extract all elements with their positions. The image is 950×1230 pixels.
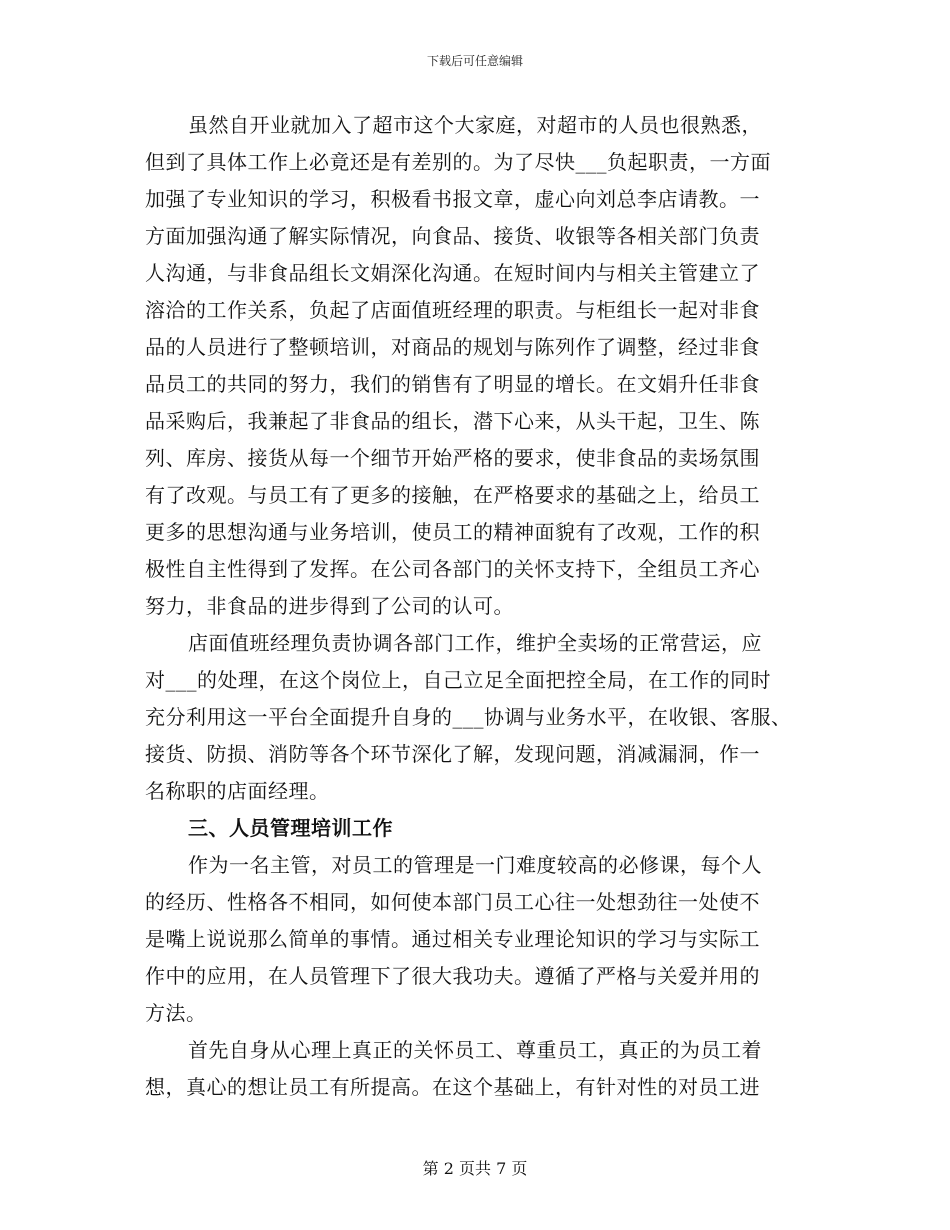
paragraph-line: 想，真心的想让员工有所提高。在这个基础上，有针对性的对员工进	[145, 1075, 760, 1099]
page-footer: 第 2 页共 7 页	[422, 1159, 528, 1178]
section-heading: 三、人员管理培训工作	[188, 816, 393, 840]
paragraph-line: 努力，非食品的进步得到了公司的认可。	[145, 594, 514, 618]
paragraph-line: 溶洽的工作关系，负起了店面值班经理的职责。与柜组长一起对非食	[145, 298, 760, 322]
paragraph-line: 名称职的店面经理。	[145, 779, 330, 803]
paragraph-line: 店面值班经理负责协调各部门工作，维护全卖场的正常营运，应	[188, 631, 762, 655]
paragraph-line: 的经历、性格各不相同，如何使本部门员工心往一处想劲往一处使不	[145, 890, 760, 914]
paragraph-line: 品的人员进行了整顿培训，对商品的规划与陈列作了调整，经过非食	[145, 335, 760, 359]
paragraph-line: 但到了具体工作上必竟还是有差别的。为了尽快___负起职责，一方面	[145, 150, 771, 174]
paragraph-line: 更多的思想沟通与业务培训，使员工的精神面貌有了改观，工作的积	[145, 520, 760, 544]
paragraph-line: 对___的处理，在这个岗位上，自己立足全面把控全局，在工作的同时	[145, 668, 771, 692]
paragraph-line: 品员工的共同的努力，我们的销售有了明显的增长。在文娟升任非食	[145, 372, 760, 396]
paragraph-line: 方面加强沟通了解实际情况，向食品、接货、收银等各相关部门负责	[145, 224, 760, 248]
paragraph-line: 虽然自开业就加入了超市这个大家庭，对超市的人员也很熟悉，	[188, 113, 762, 137]
paragraph-line: 人沟通，与非食品组长文娟深化沟通。在短时间内与相关主管建立了	[145, 261, 760, 285]
paragraph-line: 首先自身从心理上真正的关怀员工、尊重员工，真正的为员工着	[188, 1038, 762, 1062]
paragraph-line: 作为一名主管，对员工的管理是一门难度较高的必修课，每个人	[188, 853, 762, 877]
paragraph-line: 极性自主性得到了发挥。在公司各部门的关怀支持下，全组员工齐心	[145, 557, 760, 581]
paragraph-line: 有了改观。与员工有了更多的接触，在严格要求的基础之上，给员工	[145, 483, 760, 507]
paragraph-line: 加强了专业知识的学习，积极看书报文章，虚心向刘总李店请教。一	[145, 187, 760, 211]
paragraph-line: 列、库房、接货从每一个细节开始严格的要求，使非食品的卖场氛围	[145, 446, 760, 470]
paragraph-line: 充分利用这一平台全面提升自身的___协调与业务水平，在收银、客服、	[145, 705, 792, 729]
paragraph-line: 方法。	[145, 1001, 207, 1025]
paragraph-line: 接货、防损、消防等各个环节深化了解，发现问题，消减漏洞，作一	[145, 742, 760, 766]
paragraph-line: 品采购后，我兼起了非食品的组长，潜下心来，从头干起，卫生、陈	[145, 409, 760, 433]
paragraph-line: 是嘴上说说那么简单的事情。通过相关专业理论知识的学习与实际工	[145, 927, 760, 951]
paragraph-line: 作中的应用，在人员管理下了很大我功夫。遵循了严格与关爱并用的	[145, 964, 760, 988]
page-header: 下载后可任意编辑	[426, 54, 523, 68]
